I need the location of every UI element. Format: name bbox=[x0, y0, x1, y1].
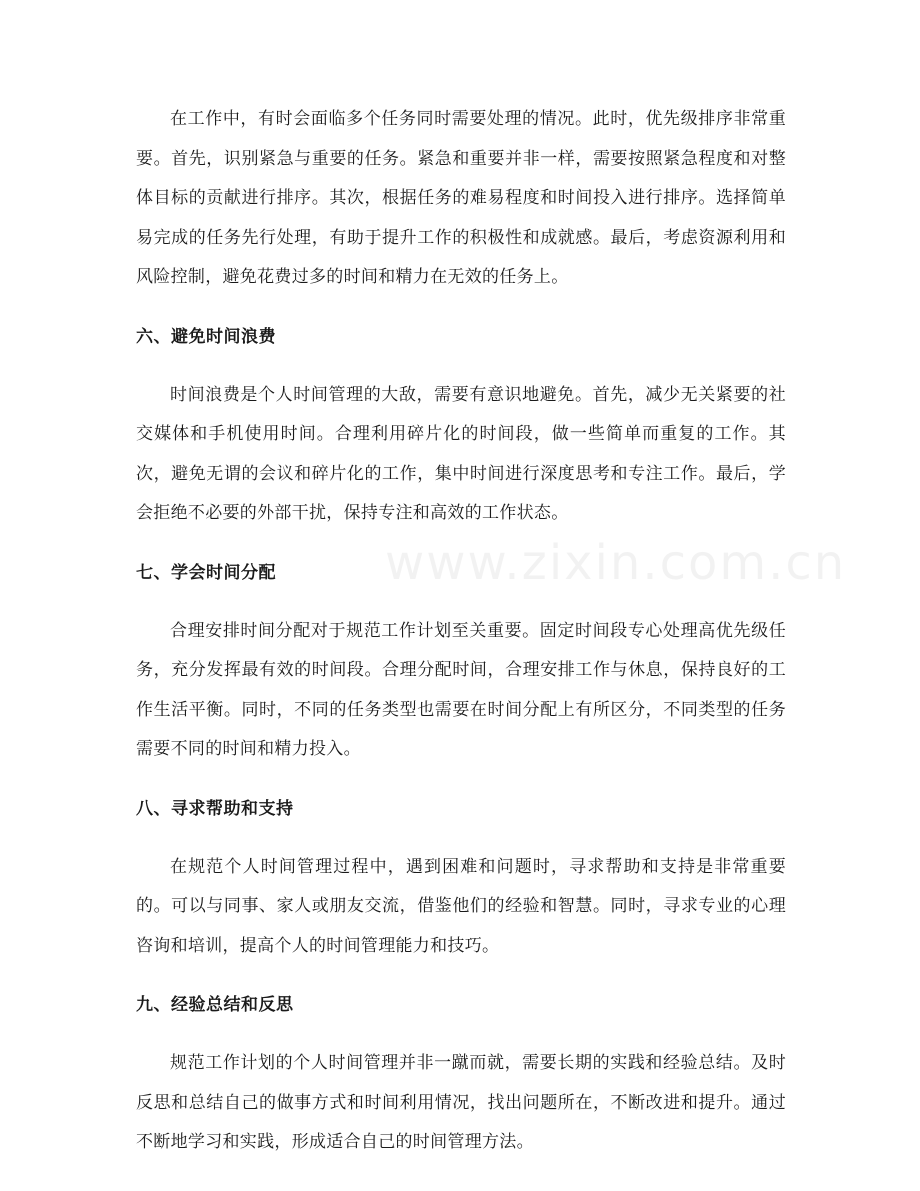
section-heading-9: 九、经验总结和反思 bbox=[136, 995, 294, 1015]
section-paragraph-9: 规范工作计划的个人时间管理并非一蹴而就，需要长期的实践和经验总结。及时反思和总结自己的做事方式和时间利用情况，找出问题所在，不断改进和提升。通过不断地学习和实践，形成适合自己的时间管理方法。 bbox=[136, 1053, 786, 1152]
section-paragraph-6: 时间浪费是个人时间管理的大敌，需要有意识地避免。首先，减少无关紧要的社交媒体和手机使用时间。合理利用碎片化的时间段，做一些简单而重复的工作。其次，避免无谓的会议和碎片化的工作，集中时间进行深度思考和专注工作。最后，学会拒绝不必要的外部干扰，保持专注和高效的工作状态。 bbox=[136, 384, 786, 523]
section-heading-8: 八、寻求帮助和支持 bbox=[136, 798, 294, 819]
document-body bbox=[136, 100, 786, 1163]
section-paragraph-7: 合理安排时间分配对于规范工作计划至关重要。固定时间段专心处理高优先级任务，充分发挥最有效的时间段。合理分配时间，合理安排工作与休息，保持良好的工作生活平衡。同时，不同的任务类型也需要在时间分配上有所区分，不同类型的任务需要不同的时间和精力投入。 bbox=[136, 620, 786, 759]
section-heading-6: 六、避免时间浪费 bbox=[136, 326, 276, 347]
watermark: www.zixin.com.cn bbox=[385, 535, 847, 591]
section-paragraph-8: 在规范个人时间管理过程中，遇到困难和问题时，寻求帮助和支持是非常重要的。可以与同事、家人或朋友交流，借鉴他们的经验和智慧。同时，寻求专业的心理咨询和培训，提高个人的时间管理能力和技巧。 bbox=[136, 856, 786, 956]
section-heading-7: 七、学会时间分配 bbox=[136, 562, 276, 583]
intro-paragraph: 在工作中，有时会面临多个任务同时需要处理的情况。此时，优先级排序非常重要。首先，识别紧急与重要的任务。紧急和重要并非一样，需要按照紧急程度和对整体目标的贡献进行排序。其次，根据任务的难易程度和时间投入进行排序。选择简单易完成的任务先行处理，有助于提升工作的积极性和成就感。最后，考虑资源利用和风险控制，避免花费过多的时间和精力在无效的任务上。 bbox=[136, 109, 786, 287]
